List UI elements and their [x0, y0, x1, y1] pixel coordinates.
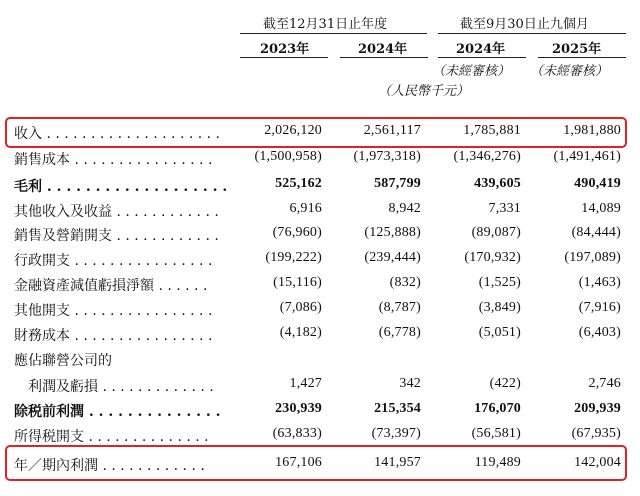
table-row-admin-expenses [0, 247, 640, 271]
cell-value: (76,960) [272, 225, 322, 240]
table-row-associates-profit-loss [0, 373, 640, 397]
cell-value: 8,942 [388, 201, 421, 216]
cell-value: (1,973,318) [353, 149, 421, 164]
unit-note: （人民幣千元） [378, 84, 470, 99]
column-rule-2024-nine-months [438, 57, 526, 58]
cell-value: (3,849) [478, 300, 521, 315]
cell-value: (84,444) [571, 225, 621, 240]
cell-value: (15,116) [273, 275, 322, 290]
row-label: 利潤及虧損 . . . . . . . . . . . . . [14, 379, 214, 395]
table-row-cost-of-sales [0, 146, 640, 170]
header-group-nine-months: 截至9月30日止九個月 [460, 17, 589, 32]
cell-value: 142,004 [574, 455, 621, 470]
cell-value: (125,888) [364, 225, 421, 240]
column-rule-2025-nine-months [538, 57, 626, 58]
cell-value: 141,957 [374, 455, 421, 470]
row-label: 其他收入及收益 . . . . . . . . . . . . [14, 204, 219, 220]
table-row-associates-share [0, 347, 640, 371]
cell-value: (1,500,958) [254, 149, 322, 164]
table-row-revenue [0, 120, 640, 144]
row-label: 銷售及營銷開支 . . . . . . . . . . . . [14, 228, 219, 244]
table-row-profit-before-tax [0, 398, 640, 422]
cell-value: 14,089 [581, 201, 621, 216]
cell-value: (89,087) [471, 225, 521, 240]
cell-value: (422) [489, 376, 521, 391]
cell-value: (197,089) [564, 250, 621, 265]
row-label: 除税前利潤 . . . . . . . . . . . . . . [14, 404, 221, 420]
column-rule-2024-year [340, 57, 428, 58]
table-row-other-income [0, 198, 640, 222]
cell-value: (199,222) [265, 250, 322, 265]
row-label: 財務成本 . . . . . . . . . . . . . . . . [14, 328, 213, 344]
cell-value: (170,932) [464, 250, 521, 265]
table-row-finance-costs [0, 322, 640, 346]
cell-value: 439,605 [474, 176, 521, 191]
cell-value: (73,397) [371, 426, 421, 441]
cell-value: (1,525) [478, 275, 521, 290]
table-row-selling-expenses [0, 222, 640, 246]
row-label: 應佔聯營公司的 [14, 353, 112, 369]
unaudited-note-2024: （未經審核） [432, 64, 511, 79]
row-label: 年／期內利潤 . . . . . . . . . . . . [14, 458, 205, 474]
cell-value: (7,916) [578, 300, 621, 315]
column-header-2025-nine-months: 2025年 [552, 42, 602, 57]
cell-value: (8,787) [378, 300, 421, 315]
cell-value: 176,070 [474, 401, 521, 416]
cell-value: (4,182) [279, 325, 322, 340]
row-label: 金融資產減值虧損淨額 . . . . . . [14, 278, 208, 294]
cell-value: 1,981,880 [563, 123, 621, 138]
cell-value: 230,939 [275, 401, 322, 416]
row-label: 毛利 . . . . . . . . . . . . . . . . . . . [14, 179, 228, 195]
cell-value: 1,427 [289, 376, 322, 391]
cell-value: (1,463) [578, 275, 621, 290]
row-label: 行政開支 . . . . . . . . . . . . . . . . [14, 253, 213, 269]
cell-value: (239,444) [364, 250, 421, 265]
cell-value: 342 [399, 376, 421, 391]
cell-value: (832) [389, 275, 421, 290]
column-rule-2023 [240, 57, 328, 58]
table-row-impairment-losses [0, 272, 640, 296]
cell-value: 167,106 [275, 455, 322, 470]
table-row-profit-for-period [0, 452, 640, 476]
cell-value: (5,051) [478, 325, 521, 340]
cell-value: 6,916 [289, 201, 322, 216]
column-header-2023: 2023年 [260, 42, 310, 57]
column-header-2024-nine-months: 2024年 [456, 42, 506, 57]
cell-value: 490,419 [574, 176, 621, 191]
cell-value: 2,026,120 [264, 123, 322, 138]
cell-value: 209,939 [574, 401, 621, 416]
unaudited-note-2025: （未經審核） [530, 64, 609, 79]
header-rule-nine-months [438, 33, 626, 34]
row-label: 所得税開支 . . . . . . . . . . . . . . [14, 429, 209, 445]
cell-value: (67,935) [571, 426, 621, 441]
cell-value: 7,331 [488, 201, 521, 216]
row-label: 其他開支 . . . . . . . . . . . . . . . . [14, 303, 213, 319]
cell-value: 119,489 [474, 455, 521, 470]
cell-value: (6,778) [378, 325, 421, 340]
table-row-other-expenses [0, 297, 640, 321]
cell-value: 2,561,117 [363, 123, 421, 138]
row-label: 銷售成本 . . . . . . . . . . . . . . . . [14, 152, 213, 168]
row-label: 收入 . . . . . . . . . . . . . . . . . . . . [14, 126, 221, 142]
cell-value: 1,785,881 [463, 123, 521, 138]
column-header-2024-year: 2024年 [358, 42, 408, 57]
cell-value: (1,491,461) [553, 149, 621, 164]
cell-value: 587,799 [374, 176, 421, 191]
cell-value: (1,346,276) [453, 149, 521, 164]
cell-value: (7,086) [279, 300, 322, 315]
cell-value: 215,354 [374, 401, 421, 416]
header-group-year: 截至12月31日止年度 [263, 17, 388, 32]
cell-value: 525,162 [275, 176, 322, 191]
table-row-income-tax [0, 423, 640, 447]
cell-value: (63,833) [272, 426, 322, 441]
header-rule-year [240, 33, 427, 34]
cell-value: (6,403) [578, 325, 621, 340]
cell-value: (56,581) [471, 426, 521, 441]
table-row-gross-profit [0, 173, 640, 197]
cell-value: 2,746 [588, 376, 621, 391]
